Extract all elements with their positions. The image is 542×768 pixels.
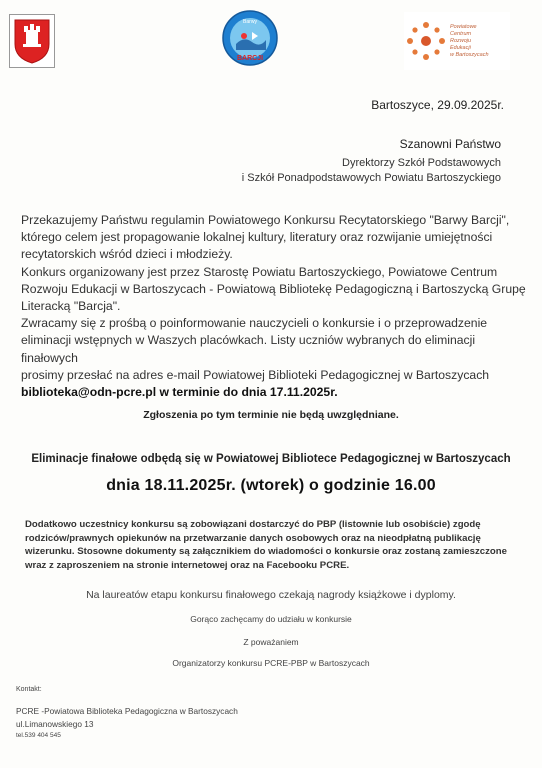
body-line: Literacką "Barcja".	[21, 299, 121, 314]
finals-location: Eliminacje finałowe odbędą się w Powiatowej Bibliotece Pedagogicznej w Bartoszycach	[31, 453, 511, 465]
sun-icon	[404, 19, 448, 63]
regards: Z poważaniem	[243, 637, 299, 647]
logo-bottom-text: BARCJI	[236, 55, 264, 62]
encouragement: Gorąco zachęcamy do udziału w konkursie	[190, 614, 352, 624]
pcre-logo	[404, 12, 510, 70]
contact-name: PCRE -Powiatowa Biblioteka Pedagogiczna w Bartoszycach	[16, 706, 238, 716]
body-line: Konkurs organizowany jest przez Starostę Powiatu Bartoszyckiego, Powiatowe Centrum	[21, 264, 498, 279]
recipients-line-1: Dyrektorzy Szkół Podstawowych	[342, 157, 501, 169]
body-line: recytatorskich wśród dzieci i młodzieży.	[21, 247, 233, 262]
coat-of-arms-logo	[9, 14, 55, 68]
body-line: Przekazujemy Państwu regulamin Powiatowego Konkursu Recytatorskiego "Barwy Barcji",	[21, 213, 510, 227]
barwy-barcji-logo	[222, 10, 278, 66]
contact-label: Kontakt:	[16, 686, 42, 693]
greeting: Szanowni Państwo	[399, 137, 501, 151]
letter-date: Bartoszyce, 29.09.2025r.	[371, 98, 504, 112]
contact-street: ul.Limanowskiego 13	[16, 719, 94, 729]
body-line: prosimy przesłać na adres e-mail Powiatowej Biblioteki Pedagogicznej w Bartoszycach	[21, 367, 490, 382]
letter-body	[21, 212, 531, 401]
contact-phone: tel.539 404 545	[16, 732, 61, 739]
recipients-line-2: i Szkół Ponadpodstawowych Powiatu Bartoszyckiego	[241, 172, 501, 184]
body-line: którego celem jest propagowanie lokalnej kultury, literatury oraz rozwijanie umiejętności	[21, 230, 493, 245]
logo-top-text: Barwy	[243, 19, 257, 25]
email-deadline: biblioteka@odn-pcre.pl w terminie do dnia 17.11.2025r.	[21, 385, 338, 400]
finals-datetime: dnia 18.11.2025r. (wtorek) o godzinie 16.00	[106, 477, 436, 494]
pcre-logo-text: Powiatowe Centrum Rozwoju Edukacji w Bartoszycach	[450, 23, 489, 58]
body-line: Rozwoju Edukacji w Bartoszycach - Powiatową Bibliotekę Pedagogiczną i Bartoszycką Grupę	[21, 281, 526, 296]
consent-info: Dodatkowo uczestnicy konkursu są zobowiązani dostarczyć do PBP (listownie lub osobiście) zgodę rodziców/prawnych opiekunów na przetwarzanie danych osobowych oraz na nieodpłatną publikację wizerunku. Stosowne dokumenty są załącznikiem do wiadomości o konkursie oraz zostaną zamieszczone wraz z zaproszeniem na stronie internetowej oraz na Facebooku PCRE.	[25, 519, 507, 571]
deadline-notice: Zgłoszenia po tym terminie nie będą uwzględniane.	[143, 409, 399, 421]
prizes-info: Na laureatów etapu konkursu finałowego czekają nagrody książkowe i dyplomy.	[86, 589, 456, 601]
organizers-signature: Organizatorzy konkursu PCRE-PBP w Bartoszycach	[172, 658, 370, 668]
body-line: eliminacji wstępnych w Waszych placówkach. Listy uczniów wybranych do eliminacji finałowych	[21, 333, 476, 365]
body-line: Zwracamy się z prośbą o poinformowanie nauczycieli o konkursie i o przeprowadzenie	[21, 316, 488, 331]
